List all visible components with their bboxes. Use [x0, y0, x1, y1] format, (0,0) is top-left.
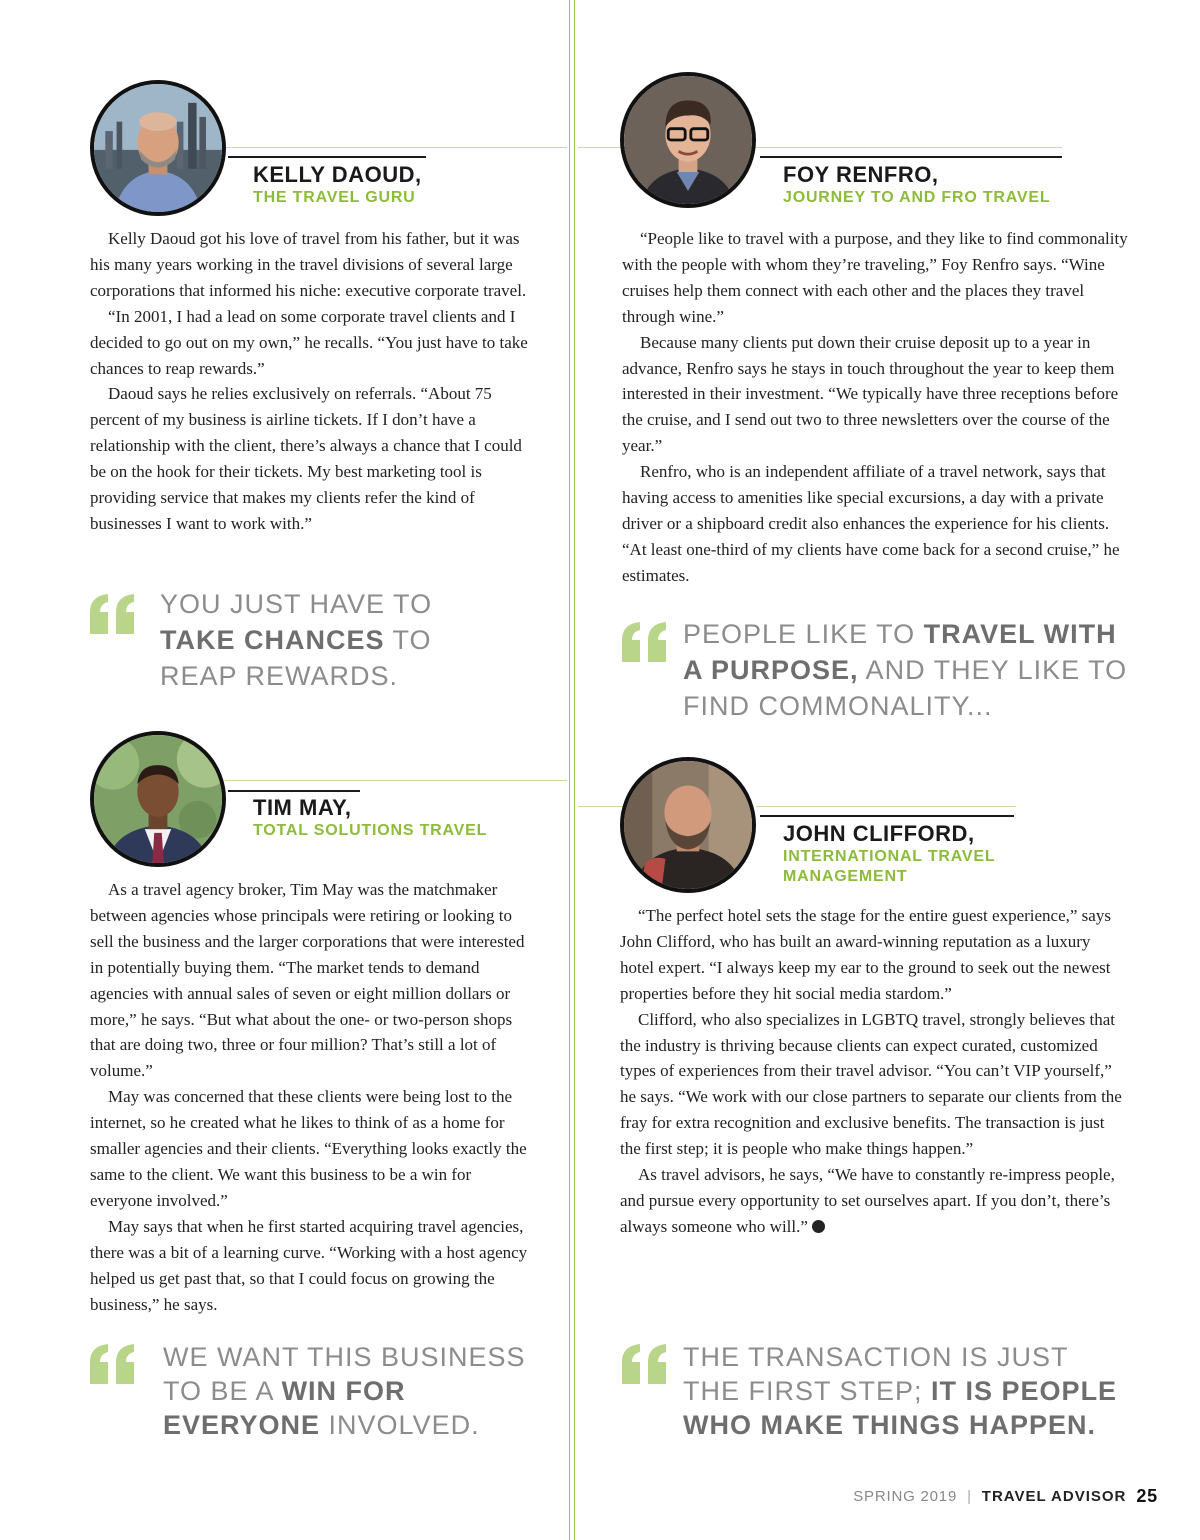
issue-date: SPRING 2019	[853, 1488, 958, 1505]
magazine-title: TRAVEL ADVISOR	[981, 1488, 1127, 1505]
profile-name: TIM MAY,	[253, 795, 352, 820]
quote-mark-icon	[620, 1344, 670, 1384]
footer-separator: |	[967, 1488, 972, 1505]
page-number: 25	[1136, 1486, 1158, 1506]
end-mark-icon	[812, 1220, 825, 1233]
portrait-tim-may	[90, 731, 226, 867]
article-body	[90, 226, 530, 537]
quote-mark-icon	[88, 1344, 138, 1384]
profile-name: FOY RENFRO,	[783, 162, 939, 187]
section-rule	[225, 780, 567, 781]
paragraph: Renfro, who is an independent affiliate of a travel network, says that having access to amenities like special excursions, a day with a private driver or a shipboard credit also enhances the experience for his clients. “At least one-third of my clients have come back for a second cruise,” he estimates.	[622, 462, 1120, 585]
agency-name: THE TRAVEL GURU	[253, 189, 416, 206]
pull-quote: WE WANT THIS BUSINESS TO BE A WIN FOR EVERYONE INVOLVED.	[163, 1342, 526, 1440]
article-body	[90, 877, 530, 1317]
section-rule	[756, 806, 1016, 807]
pull-quote: PEOPLE LIKE TO TRAVEL WITH A PURPOSE, AND THEY LIKE TO FIND COMMONALITY...	[683, 619, 1128, 721]
name-rule	[228, 790, 360, 792]
paragraph: “In 2001, I had a lead on some corporate travel clients and I decided to go out on my own,” he recalls. “You just have to take chances to reap rewards.”	[90, 306, 528, 378]
section-rule	[578, 147, 626, 148]
agency-name: TOTAL SOLUTIONS TRAVEL	[253, 822, 488, 839]
portrait-kelly-daoud	[90, 80, 226, 216]
name-rule	[760, 815, 1014, 817]
agency-name: INTERNATIONAL TRAVEL MANAGEMENT	[783, 848, 996, 885]
article-body	[622, 226, 1130, 589]
quote-mark-icon	[620, 622, 670, 662]
portrait-john-clifford	[620, 757, 756, 893]
agency-name: JOURNEY TO AND FRO TRAVEL	[783, 189, 1051, 206]
pull-quote: YOU JUST HAVE TO TAKE CHANCES TO REAP REWARDS.	[160, 589, 433, 691]
pull-quote: THE TRANSACTION IS JUST THE FIRST STEP; IT IS PEOPLE WHO MAKE THINGS HAPPEN.	[683, 1342, 1118, 1440]
paragraph: May was concerned that these clients were being lost to the internet, so he created what he likes to think of as a home for smaller agencies and their clients. “Everything looks exactly the same to the client. We want this business to be a win for everyone involved.”	[90, 1087, 527, 1210]
paragraph: May says that when he first started acquiring travel agencies, there was a bit of a learning curve. “Working with a host agency helped us get past that, so that I could focus on growing the business,” he says.	[90, 1216, 528, 1314]
paragraph: Because many clients put down their cruise deposit up to a year in advance, Renfro says he stays in touch throughout the year to keep them interested in their investment. “We typically have three receptions before the cruise, and I send out two to three newsletters over the course of the year.”	[622, 332, 1119, 456]
portrait-foy-renfro	[620, 72, 756, 208]
section-rule	[225, 147, 567, 148]
paragraph: Kelly Daoud got his love of travel from his father, but it was his many years working in the travel divisions of several large corporations that informed his niche: executive corporate travel.	[90, 229, 527, 300]
quote-mark-icon	[88, 594, 138, 634]
article-body	[620, 903, 1128, 1240]
profile-name: JOHN CLIFFORD,	[783, 821, 975, 846]
paragraph: “People like to travel with a purpose, and they like to find commonality with the people with whom they’re traveling,” Foy Renfro says. “Wine cruises help them connect with each other and the places they travel through wine.”	[622, 229, 1128, 326]
name-rule	[760, 156, 1062, 158]
paragraph: “The perfect hotel sets the stage for the entire guest experience,” says John Clifford, who has built an award-winning reputation as a luxury hotel expert. “I always keep my ear to the ground to seek out the newest properties before they hit social media stardom.”	[620, 906, 1111, 1003]
column-divider	[569, 0, 575, 1540]
section-rule	[578, 806, 626, 807]
paragraph: As travel advisors, he says, “We have to constantly re-impress people, and pursue every opportunity to set ourselves apart. If you don’t, there’s always someone who will.”	[620, 1165, 1115, 1236]
paragraph: As a travel agency broker, Tim May was the matchmaker between agencies whose principals were retiring or looking to sell the business and the larger corporations that were interested in potentially buying them. “The market tends to demand agencies with annual sales of seven or eight million dollars or more,” he says. “But what about the one- or two-person shops that are doing two, three or four million? That’s still a lot of volume.”	[90, 880, 525, 1081]
paragraph: Daoud says he relies exclusively on referrals. “About 75 percent of my business is airline tickets. If I don’t have a relationship with the client, there’s always a chance that I could be on the hook for their tickets. My best marketing tool is providing service that makes my clients refer the kind of businesses I want to work with.”	[90, 384, 522, 533]
profile-name: KELLY DAOUD,	[253, 162, 422, 187]
section-rule	[756, 147, 1062, 148]
page-footer	[853, 1486, 1158, 1507]
paragraph: Clifford, who also specializes in LGBTQ travel, strongly believes that the industry is thriving because clients can expect curated, customized types of experiences from their travel advisor. “You can’t VIP yourself,” he says. “We work with our close partners to separate our clients from the fray for extra recognition and exclusive benefits. The transaction is just the first step; it is people who make things happen.”	[620, 1009, 1122, 1159]
name-rule	[228, 156, 426, 158]
